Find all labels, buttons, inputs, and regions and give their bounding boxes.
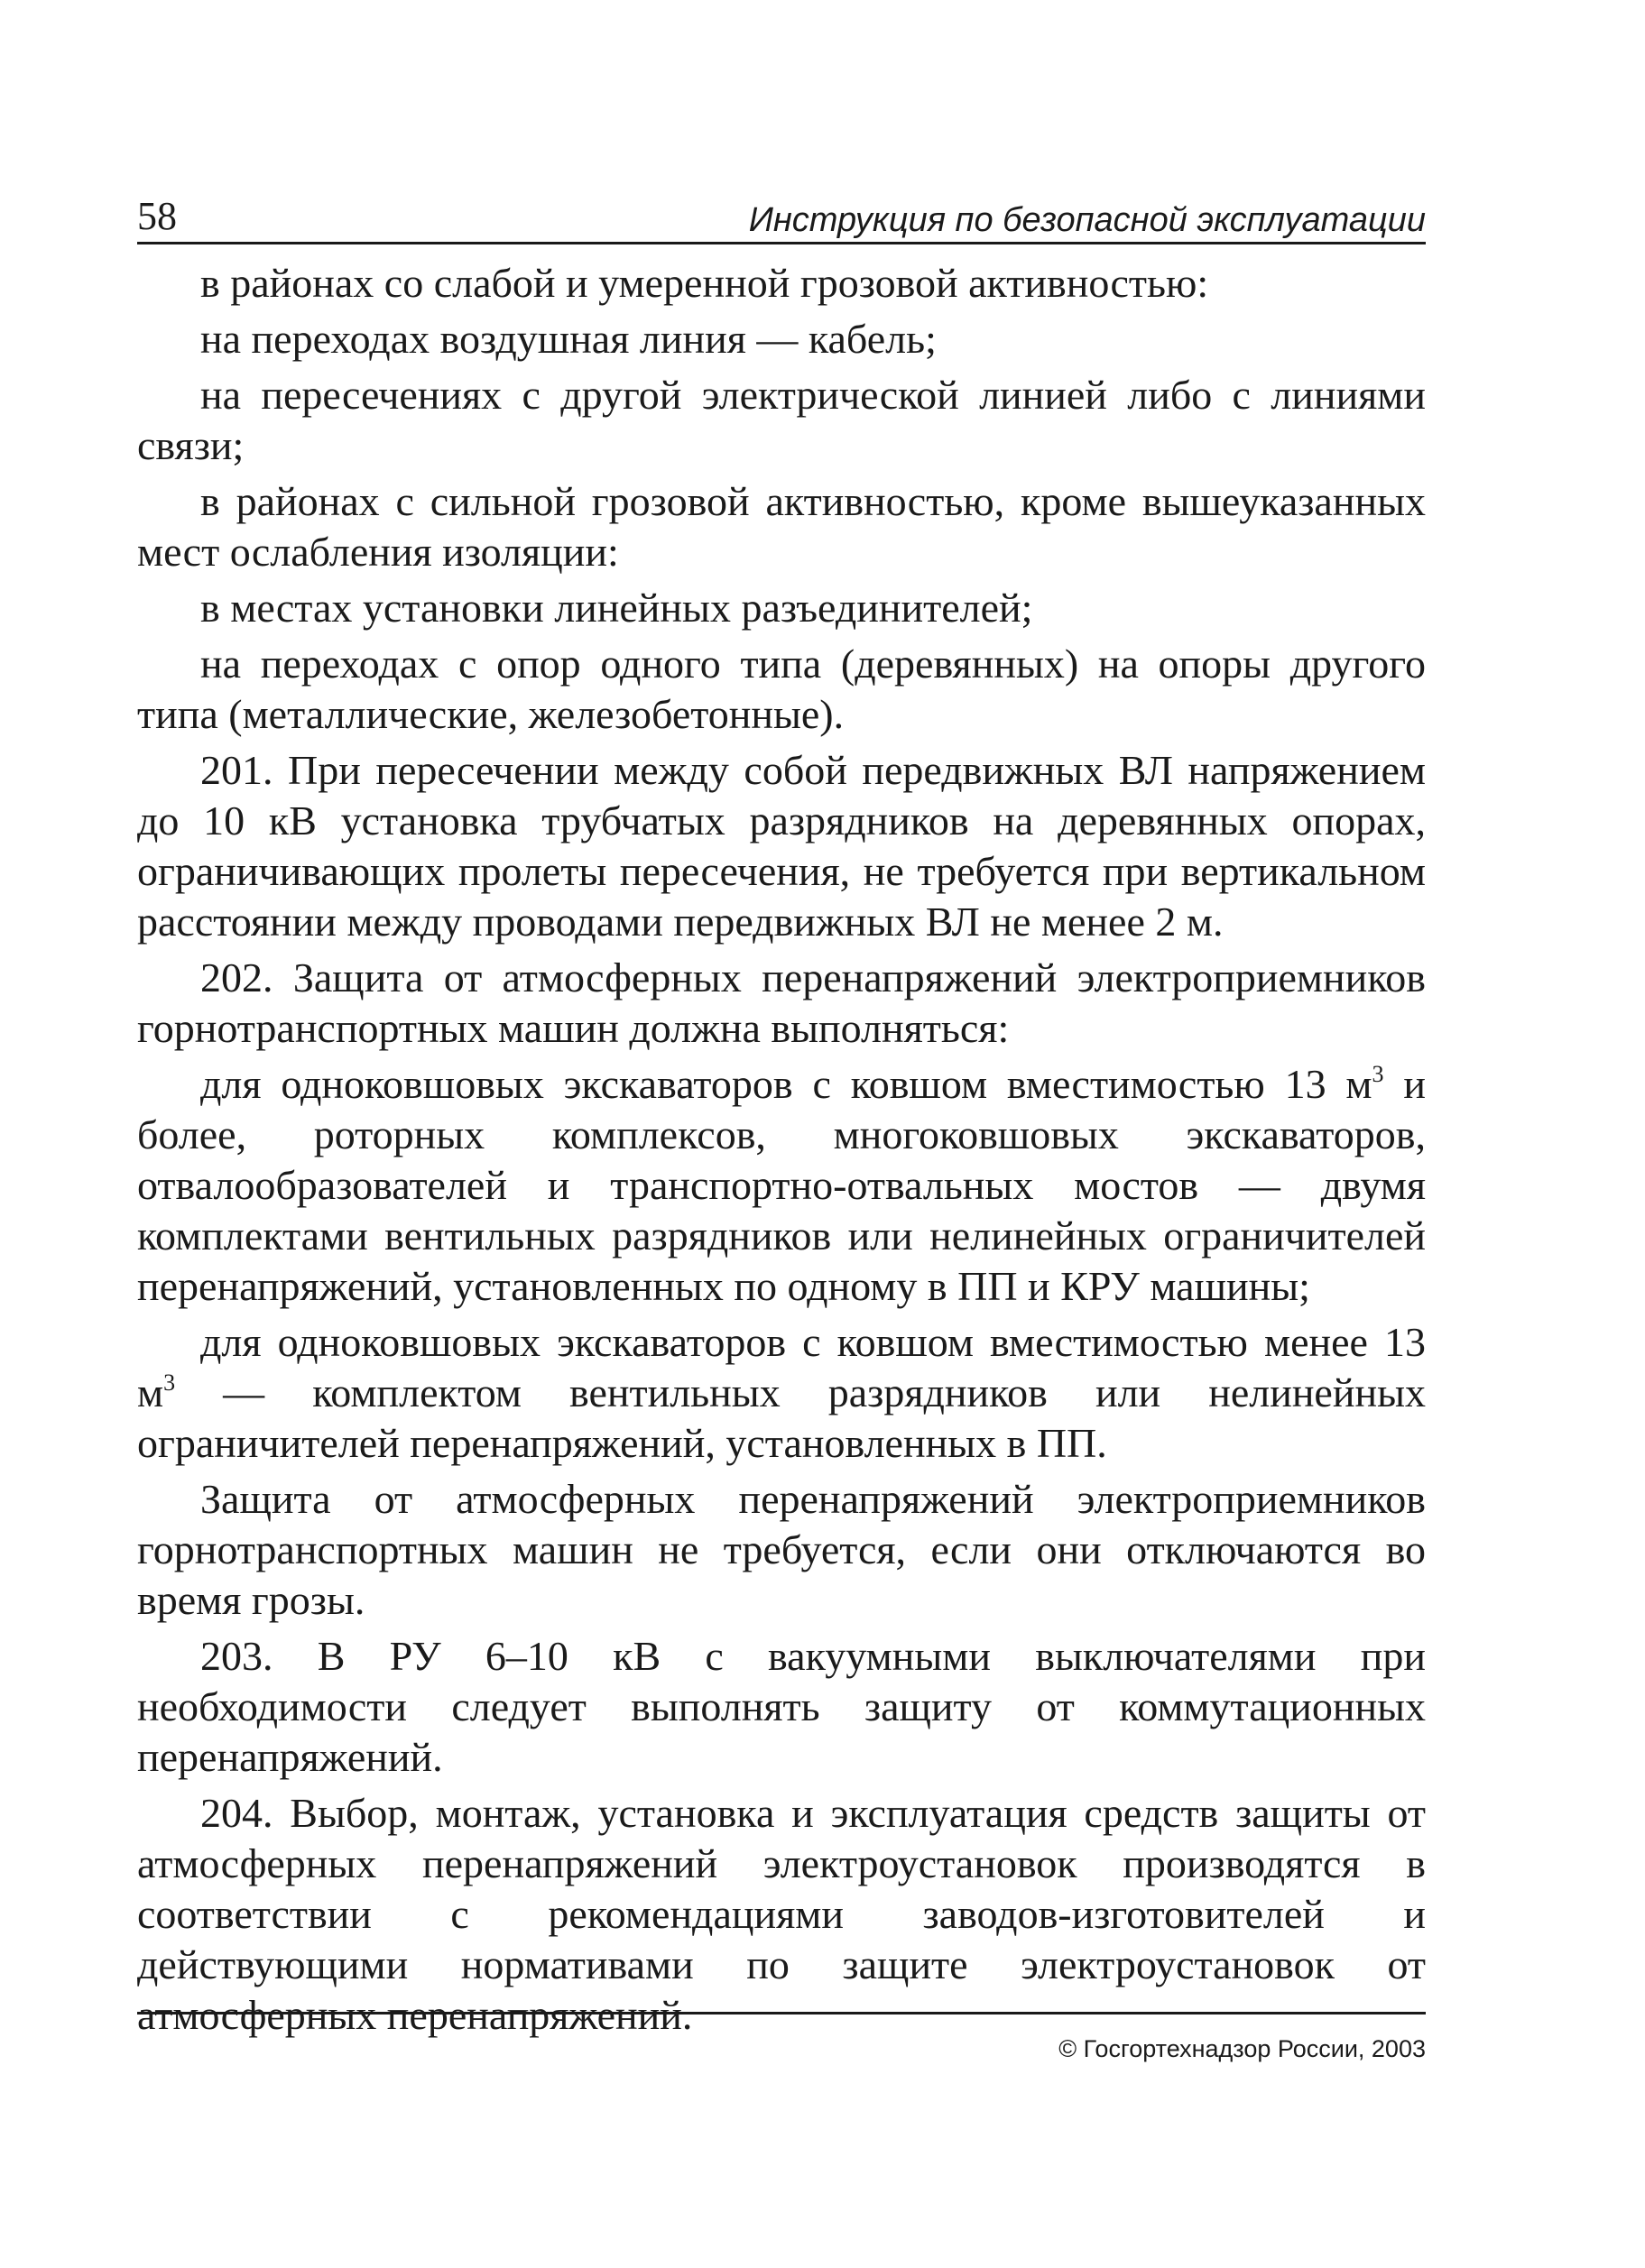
paragraph-text: для одноковшовых экскаваторов с ковшом вместимостью менее 13 м — [137, 1319, 1426, 1415]
paragraph — [137, 1059, 1426, 1312]
paragraph-202: 202. Защита от атмосферных перенапряжений электроприемников горнотранспортных машин должна выполняться: — [137, 954, 1426, 1051]
paragraph-203: 203. В РУ 6–10 кВ с вакуумными выключателями при необходимости следует выполнять защиту от коммутационных перенапряжений. — [137, 1633, 1426, 1780]
body-text — [137, 258, 1426, 2041]
page-footer — [137, 2012, 1426, 2062]
paragraph: на переходах с опор одного типа (деревянных) на опоры другого типа (металлические, железобетонные). — [137, 641, 1426, 737]
paragraph-204: 204. Выбор, монтаж, установка и эксплуатация средств защиты от атмосферных перенапряжений электроустановок производятся в соответствии с рекомендациями заводов-изготовителей и действующими нормативами по защите электроустановок от атмосферных перенапряжений. — [137, 1790, 1426, 2038]
copyright-notice: © Госгортехнадзор России, 2003 — [1058, 2035, 1426, 2062]
paragraph-text: — комплектом вентильных разрядников или нелинейных ограничителей перенапряжений, установленных в ПП. — [137, 1369, 1426, 1466]
paragraph-201: 201. При пересечении между собой передвижных ВЛ напряжением до 10 кВ установка трубчатых разрядников на деревянных опорах, ограничивающих пролеты пересечения, не требуется при вертикальном расстоянии между проводами передвижных ВЛ не менее 2 м. — [137, 747, 1426, 945]
paragraph-text: для одноковшовых экскаваторов с ковшом вместимостью 13 м — [200, 1061, 1372, 1107]
paragraph — [137, 1317, 1426, 1469]
superscript: 3 — [1372, 1061, 1384, 1087]
paragraph: в районах с сильной грозовой активностью, кроме вышеуказанных мест ослабления изоляции: — [137, 478, 1426, 575]
paragraph-text: и более, роторных комплексов, многоковшовых экскаваторов, отвалообразователей и транспортно-отвальных мостов — двумя комплектами вентильных разрядников или нелинейных ограничителей перенапряжений, установленных по одному в ПП и КРУ машины; — [137, 1061, 1426, 1309]
paragraph: Защита от атмосферных перенапряжений электроприемников горнотранспортных машин не требуется, если они отключаются во время грозы. — [137, 1476, 1426, 1623]
paragraph: в районах со слабой и умеренной грозовой активностью: — [200, 260, 1209, 306]
page-number: 58 — [137, 194, 177, 238]
paragraph: в местах установки линейных разъединителей; — [200, 585, 1033, 631]
running-title: Инструкция по безопасной эксплуатации — [748, 201, 1426, 239]
page-header — [137, 188, 1426, 244]
superscript: 3 — [163, 1369, 176, 1396]
paragraph: на пересечениях с другой электрической линией либо с линиями связи; — [137, 372, 1426, 468]
paragraph: на переходах воздушная линия — кабель; — [200, 316, 937, 362]
